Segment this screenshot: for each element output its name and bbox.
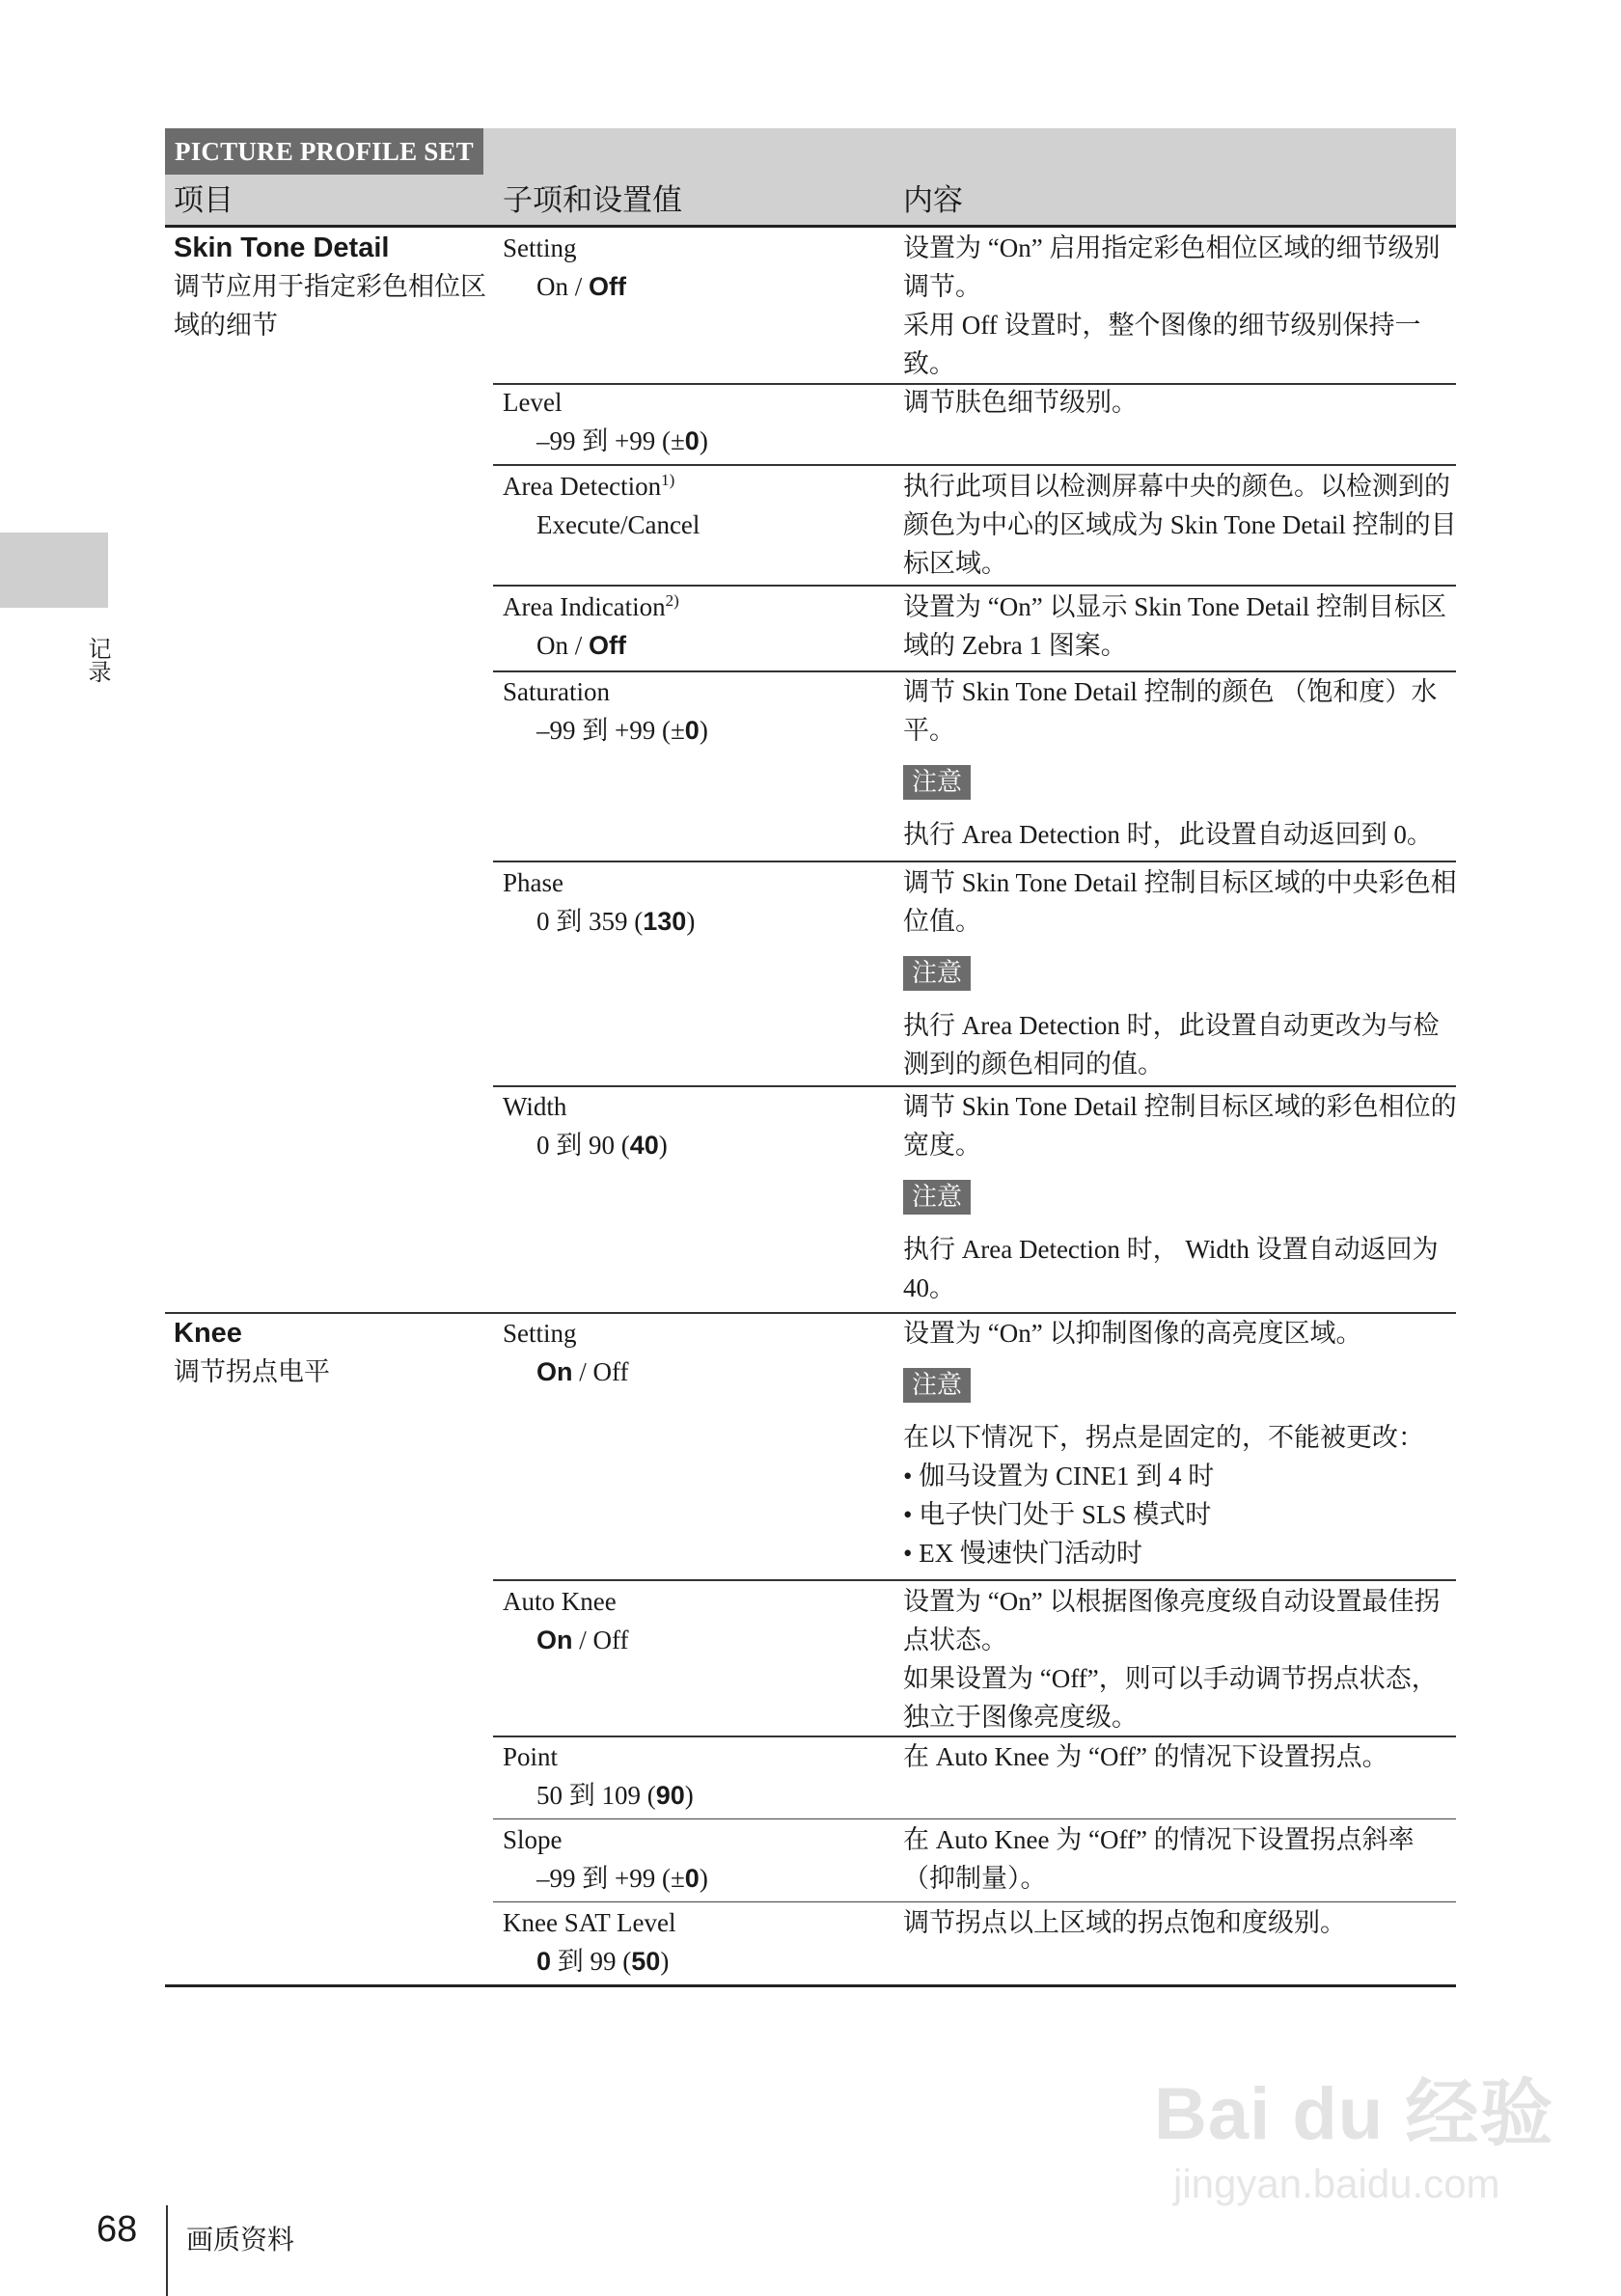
- content-cell: [903, 588, 1463, 665]
- sub-item-value: On / Off: [536, 272, 626, 301]
- column-header-sub: 子项和设置值: [503, 183, 682, 218]
- content-text: 在 Auto Knee 为 “Off” 的情况下设置拐点斜率（抑制量）。: [903, 1825, 1415, 1893]
- note-badge: 注意: [903, 956, 971, 991]
- sub-item-label: Level: [503, 388, 563, 417]
- content-text: 调节 Skin Tone Detail 控制的颜色 （饱和度）水平。: [903, 677, 1438, 745]
- note-bullet: • 伽马设置为 CINE1 到 4 时: [903, 1462, 1215, 1490]
- column-header-content: 内容: [903, 183, 963, 218]
- content-cell: [903, 1903, 1463, 1942]
- content-cell: [903, 863, 1463, 1083]
- header-rule: [165, 225, 1456, 228]
- content-text: 设置为 “On” 以抑制图像的高亮度区域。: [903, 1319, 1362, 1348]
- row-divider: [493, 1901, 1456, 1902]
- sub-item-value: Execute/Cancel: [536, 510, 701, 539]
- item-name: Skin Tone Detail: [174, 232, 390, 263]
- sub-item-label: Width: [503, 1092, 567, 1121]
- content-text: 如果设置为 “Off”，则可以手动调节拐点状态，独立于图像亮度级。: [903, 1664, 1438, 1732]
- sub-item: [503, 1087, 869, 1164]
- sub-item-label: Area Indication: [503, 592, 666, 621]
- sub-item-value: On / Off: [536, 1626, 629, 1654]
- note-bullet: • 电子快门处于 SLS 模式时: [903, 1500, 1212, 1529]
- footer-divider: [166, 2205, 168, 2296]
- sub-item: [503, 229, 869, 306]
- sub-item-value: –99 到 +99 (±0): [536, 716, 708, 745]
- sub-item-label: Knee SAT Level: [503, 1908, 676, 1937]
- content-cell: [903, 1820, 1463, 1898]
- content-cell: [903, 1087, 1463, 1307]
- note-text: 在以下情况下，拐点是固定的，不能被更改：: [903, 1423, 1424, 1452]
- row-divider: [493, 585, 1456, 587]
- sub-item-label: Saturation: [503, 677, 610, 706]
- sub-item-label: Auto Knee: [503, 1587, 617, 1616]
- note-badge: 注意: [903, 1180, 971, 1215]
- sub-item-value: –99 到 +99 (±0): [536, 1864, 708, 1893]
- item-description: 调节拐点电平: [174, 1357, 330, 1386]
- page-number: 68: [96, 2209, 138, 2250]
- sub-item: [503, 1903, 869, 1981]
- sub-item-label: Phase: [503, 868, 563, 897]
- content-text: 执行此项目以检测屏幕中央的颜色。以检测到的颜色为中心的区域成为 Skin Tone Detail 控制的目标区域。: [903, 472, 1457, 578]
- sub-item: [503, 383, 869, 460]
- note-badge: 注意: [903, 1368, 971, 1403]
- sub-item-label: Setting: [503, 233, 577, 262]
- content-cell: [903, 672, 1463, 854]
- sub-item: [503, 588, 869, 665]
- content-text: 设置为 “On” 以根据图像亮度级自动设置最佳拐点状态。: [903, 1587, 1441, 1654]
- sub-item-value: 0 到 359 (130): [536, 907, 696, 936]
- footer-title: 画质资料: [186, 2224, 295, 2255]
- sub-item: [503, 1820, 869, 1898]
- footnote-marker: 1): [661, 471, 675, 489]
- sub-item-value: 0 到 99 (50): [536, 1947, 670, 1976]
- row-divider: [493, 861, 1456, 862]
- table-bottom-rule: [165, 1984, 1456, 1987]
- content-text: 调节 Skin Tone Detail 控制目标区域的中央彩色相位值。: [903, 868, 1457, 936]
- content-text: 采用 Off 设置时，整个图像的细节级别保持一致。: [903, 311, 1421, 378]
- chapter-side-label: 记录: [84, 637, 111, 683]
- note-text: 执行 Area Detection 时， Width 设置自动返回为 40。: [903, 1235, 1439, 1302]
- content-text: 设置为 “On” 启用指定彩色相位区域的细节级别调节。: [903, 233, 1441, 301]
- content-cell: [903, 1314, 1463, 1572]
- content-cell: [903, 467, 1463, 583]
- content-text: 调节 Skin Tone Detail 控制目标区域的彩色相位的宽度。: [903, 1092, 1457, 1160]
- sub-item-value: –99 到 +99 (±0): [536, 426, 708, 455]
- sub-item-label: Setting: [503, 1319, 577, 1348]
- row-divider: [493, 1579, 1456, 1581]
- note-bullet: • EX 慢速快门活动时: [903, 1539, 1142, 1568]
- sub-item-label: Point: [503, 1742, 559, 1771]
- chapter-side-tab: [0, 533, 108, 608]
- content-text: 在 Auto Knee 为 “Off” 的情况下设置拐点。: [903, 1742, 1388, 1771]
- content-text: 调节肤色细节级别。: [903, 388, 1138, 417]
- content-cell: [903, 1737, 1463, 1776]
- sub-item-value: 0 到 90 (40): [536, 1131, 668, 1160]
- sub-item-value: 50 到 109 (90): [536, 1781, 694, 1810]
- note-text: 执行 Area Detection 时，此设置自动返回到 0。: [903, 820, 1433, 849]
- content-cell: [903, 383, 1463, 422]
- sub-item: [503, 467, 869, 544]
- column-header-item: 项目: [174, 183, 234, 218]
- footnote-marker: 2): [665, 591, 679, 610]
- sub-item-value: On / Off: [536, 1357, 629, 1386]
- content-text: 设置为 “On” 以显示 Skin Tone Detail 控制目标区域的 Zebra 1 图案。: [903, 592, 1447, 660]
- item-description: 调节应用于指定彩色相位区域的细节: [174, 272, 486, 340]
- sub-item: [503, 672, 869, 750]
- content-cell: [903, 229, 1463, 383]
- sub-item: [503, 863, 869, 941]
- sub-item: [503, 1582, 869, 1659]
- sub-item-value: On / Off: [536, 631, 626, 660]
- content-text: 调节拐点以上区域的拐点饱和度级别。: [903, 1908, 1346, 1937]
- watermark-brand: Bai du 经验: [1154, 2073, 1554, 2155]
- section-title: PICTURE PROFILE SET: [165, 128, 483, 175]
- sub-item: [503, 1737, 869, 1815]
- sub-item-label: Area Detection: [503, 472, 662, 501]
- row-divider: [493, 1818, 1456, 1819]
- note-badge: 注意: [903, 765, 971, 800]
- row-divider: [493, 464, 1456, 466]
- content-cell: [903, 1582, 1463, 1736]
- sub-item: [503, 1314, 869, 1391]
- sub-item-label: Slope: [503, 1825, 563, 1854]
- watermark-url: jingyan.baidu.com: [1173, 2161, 1500, 2206]
- item-name: Knee: [174, 1318, 242, 1349]
- note-text: 执行 Area Detection 时，此设置自动更改为与检测到的颜色相同的值。: [903, 1011, 1440, 1079]
